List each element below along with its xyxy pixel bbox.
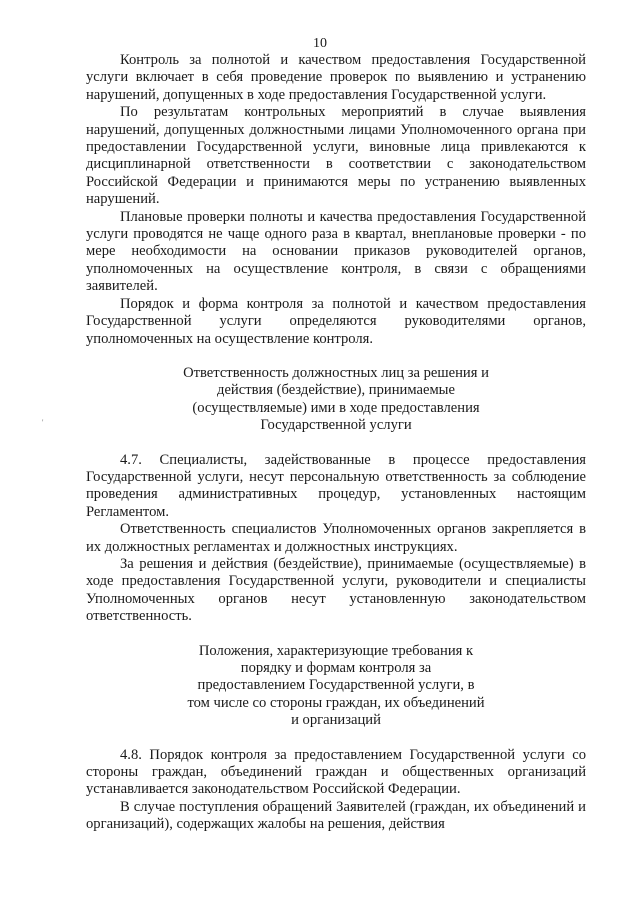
paragraph-planned-inspections: Плановые проверки полноты и качества предоставления Государственной услуги проводятся не чаще одного раза в квартал, внеплановые проверки - по мере необходимости на основании приказов руководителей органов, уполномоченных на осуществление контроля, в связи с обращениями заявителей. (86, 208, 586, 295)
heading-line: предоставлением Государственной услуги, в (197, 677, 475, 694)
heading-line: Государственной услуги (260, 417, 412, 434)
heading-line: Положения, характеризующие требования к (198, 642, 474, 659)
paragraph-4-7: 4.7. Специалисты, задействованные в процессе предоставления Государственной услуги, несут персональную ответственность за соблюдение проведения административных процедур, установленных настоящим Регламентом. (86, 451, 586, 520)
heading-line: Ответственность должностных лиц за решения и (183, 364, 489, 381)
paragraph-specialist-responsibility: Ответственность специалистов Уполномоченных органов закрепляется в их должностных регламентах и должностных инструкциях. (86, 521, 586, 555)
heading-line: том числе со стороны граждан, их объединений (187, 694, 485, 711)
heading-line: и организаций (291, 712, 381, 729)
paragraph-decisions-responsibility: За решения и действия (бездействие), принимаемые (осуществляемые) в ходе предоставления Государственной услуги, руководители и специалисты Уполномоченных органов несут установленную законодательством ответственность. (86, 555, 586, 625)
paragraph-complaints: В случае поступления обращений Заявителей (граждан, их объединений и организаций), содержащих жалобы на решения, действия (86, 798, 586, 833)
heading-line: (осуществляемые) ими в ходе предоставления (192, 399, 480, 416)
heading-line: порядку и формам контроля за (240, 660, 432, 676)
section-heading-responsibility (86, 365, 586, 435)
paragraph-control-scope: Контроль за полнотой и качеством предоставления Государственной услуги включает в себя проведение проверок по выявлению и устранению нарушений, допущенных в ходе предоставления Государственной услуги. (86, 52, 586, 103)
section-heading-control-requirements (86, 643, 586, 730)
page-number: 10 (313, 36, 327, 51)
margin-mark: ' (42, 418, 44, 427)
paragraph-4-8: 4.8. Порядок контроля за предоставлением Государственной услуги со стороны граждан, объединений граждан и общественных организаций устанавливается законодательством Российской Федерации. (86, 746, 586, 798)
heading-line: действия (бездействие), принимаемые (217, 382, 455, 399)
paragraph-control-results: По результатам контрольных мероприятий в случае выявления нарушений, допущенных должностными лицами Уполномоченного органа при предоставлении Государственной услуги, виновные лица привлекаются к дисциплинарной ответственности в соответствии с законодательством Российской Федерации и принимаются меры по устранению выявленных нарушений. (86, 104, 586, 208)
document-body (86, 52, 586, 834)
paragraph-control-procedure: Порядок и форма контроля за полнотой и качеством предоставления Государственной услуги определяются руководителями органов, уполномоченных на осуществление контроля. (86, 295, 586, 347)
